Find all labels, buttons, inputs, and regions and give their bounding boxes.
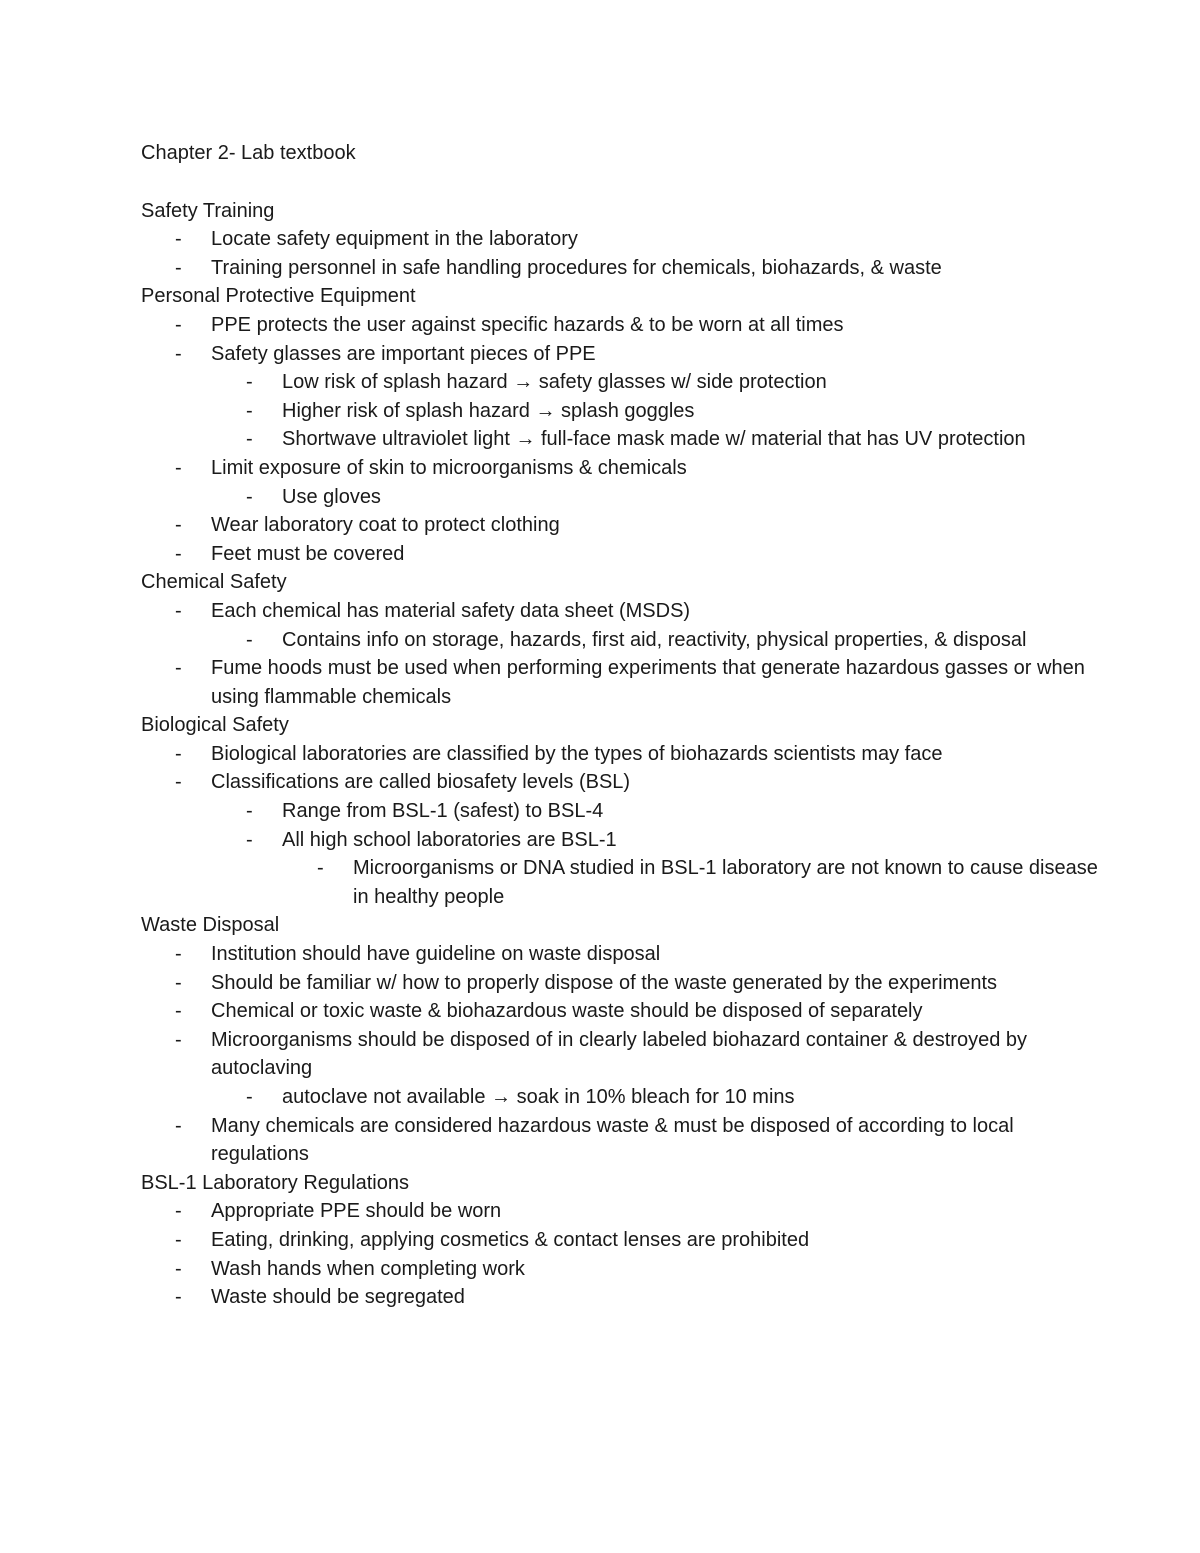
sub-list-item: - autoclave not available → soak in 10% bleach for 10 mins bbox=[282, 1083, 1101, 1112]
list-item: - Should be familiar w/ how to properly dispose of the waste generated by the experiments bbox=[211, 969, 1101, 998]
list-item: - Institution should have guideline on waste disposal bbox=[211, 940, 1101, 969]
list-item: - Chemical or toxic waste & biohazardous waste should be disposed of separately bbox=[211, 997, 1101, 1026]
section-personal-protective-equipment bbox=[141, 282, 1101, 568]
sub-bullet-list bbox=[211, 368, 1101, 454]
list-item: - Many chemicals are considered hazardous waste & must be disposed of according to local regulations bbox=[211, 1112, 1101, 1169]
section-waste-disposal bbox=[141, 911, 1101, 1168]
sub-sub-list-item: - Microorganisms or DNA studied in BSL-1 laboratory are not known to cause disease in healthy people bbox=[353, 854, 1101, 911]
section-chemical-safety bbox=[141, 568, 1101, 711]
sub-list-item-text: All high school laboratories are BSL-1 bbox=[282, 828, 617, 851]
list-item-text: Each chemical has material safety data sheet (MSDS) bbox=[211, 599, 691, 622]
document-page bbox=[141, 139, 1101, 1312]
section-heading: BSL-1 Laboratory Regulations bbox=[141, 1171, 409, 1194]
section-heading: Chemical Safety bbox=[141, 571, 287, 594]
sub-bullet-list bbox=[211, 626, 1101, 655]
document-title: Chapter 2- Lab textbook bbox=[141, 142, 356, 164]
sub-list-item: - Low risk of splash hazard → safety glasses w/ side protection bbox=[282, 368, 1101, 397]
list-item: - Feet must be covered bbox=[211, 540, 1101, 569]
section-heading: Waste Disposal bbox=[141, 914, 280, 937]
sub-bullet-list bbox=[211, 1083, 1101, 1112]
list-item: - Eating, drinking, applying cosmetics & contact lenses are prohibited bbox=[211, 1226, 1101, 1255]
sub-sub-bullet-list bbox=[282, 854, 1101, 911]
sub-bullet-list bbox=[211, 797, 1101, 911]
list-item-text: Safety glasses are important pieces of PPE bbox=[211, 342, 596, 365]
sub-list-item bbox=[282, 826, 1101, 912]
bullet-list bbox=[141, 940, 1101, 1169]
sub-list-item: - Use gloves bbox=[282, 483, 1101, 512]
list-item: - Wear laboratory coat to protect clothing bbox=[211, 511, 1101, 540]
sub-list-item: - Contains info on storage, hazards, first aid, reactivity, physical properties, & disposal bbox=[282, 626, 1101, 655]
list-item-text: Microorganisms should be disposed of in clearly labeled biohazard container & destroyed by autoclaving bbox=[211, 1028, 1028, 1080]
list-item: - Wash hands when completing work bbox=[211, 1255, 1101, 1284]
sub-list-item: - Range from BSL-1 (safest) to BSL-4 bbox=[282, 797, 1101, 826]
bullet-list bbox=[141, 1197, 1101, 1311]
list-item: - Fume hoods must be used when performing experiments that generate hazardous gasses or when using flammable chemicals bbox=[211, 654, 1101, 711]
section-heading: Personal Protective Equipment bbox=[141, 285, 416, 308]
list-item: - Locate safety equipment in the laboratory bbox=[211, 225, 1101, 254]
list-item bbox=[211, 454, 1101, 511]
list-item bbox=[211, 340, 1101, 454]
section-bsl1-laboratory-regulations bbox=[141, 1169, 1101, 1312]
list-item: - Waste should be segregated bbox=[211, 1283, 1101, 1312]
bullet-list bbox=[141, 597, 1101, 711]
sub-list-item: - Shortwave ultraviolet light → full-face mask made w/ material that has UV protection bbox=[282, 425, 1101, 454]
list-item: - Training personnel in safe handling procedures for chemicals, biohazards, & waste bbox=[211, 254, 1101, 283]
section-biological-safety bbox=[141, 711, 1101, 911]
list-item: - Biological laboratories are classified by the types of biohazards scientists may face bbox=[211, 740, 1101, 769]
list-item: - Appropriate PPE should be worn bbox=[211, 1197, 1101, 1226]
bullet-list bbox=[141, 740, 1101, 912]
list-item bbox=[211, 597, 1101, 654]
section-heading: Safety Training bbox=[141, 199, 275, 222]
section-safety-training bbox=[141, 197, 1101, 283]
list-item: - PPE protects the user against specific hazards & to be worn at all times bbox=[211, 311, 1101, 340]
list-item-text: Classifications are called biosafety levels (BSL) bbox=[211, 771, 631, 794]
bullet-list bbox=[141, 225, 1101, 282]
section-heading: Biological Safety bbox=[141, 714, 289, 737]
list-item bbox=[211, 768, 1101, 911]
sub-list-item: - Higher risk of splash hazard → splash goggles bbox=[282, 397, 1101, 426]
list-item-text: Limit exposure of skin to microorganisms & chemicals bbox=[211, 456, 687, 479]
sub-bullet-list bbox=[211, 483, 1101, 512]
list-item bbox=[211, 1026, 1101, 1112]
bullet-list bbox=[141, 311, 1101, 568]
